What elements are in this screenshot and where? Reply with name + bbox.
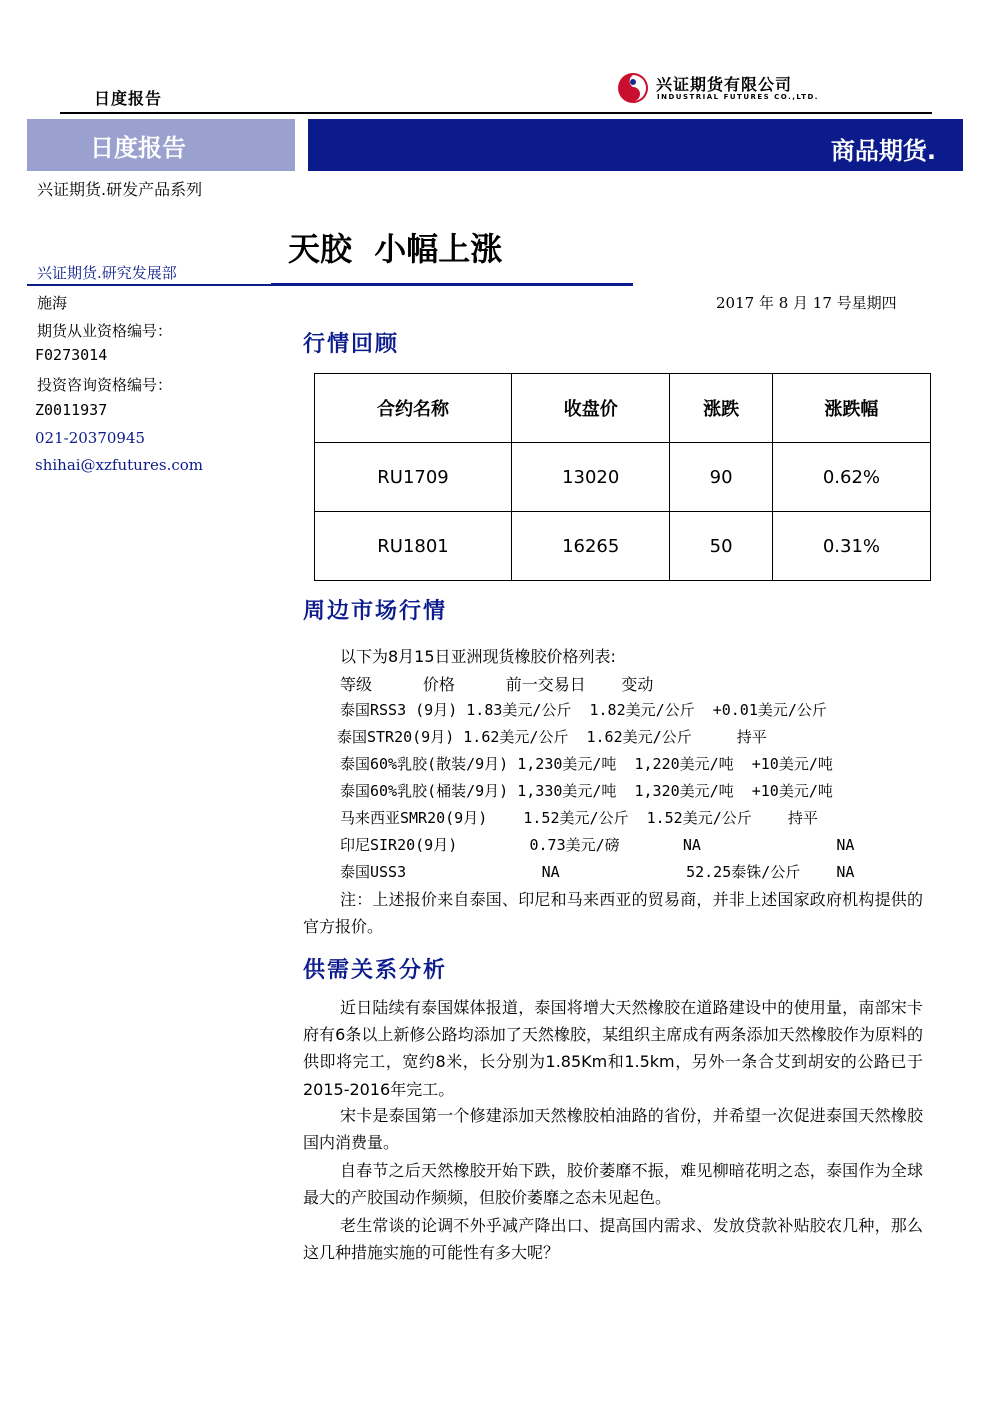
table-header-cell: 涨跌 bbox=[670, 374, 772, 443]
market-list-item: 印尼SIR20(9月) 0.73美元/磅 NA NA bbox=[340, 836, 855, 854]
header-report-type: 日度报告 bbox=[94, 89, 163, 108]
table-row bbox=[315, 443, 931, 512]
section-title-market: 周边市场行情 bbox=[303, 599, 448, 624]
market-note: 注：上述报价来自泰国、印尼和马来西亚的贸易商，并非上述国家政府机构提供的官方报价。 bbox=[303, 890, 923, 937]
market-list-item: 泰国60%乳胶(桶装/9月) 1,330美元/吨 1,320美元/吨 +10美元/吨 bbox=[340, 782, 833, 800]
analyst-name: 施海 bbox=[37, 294, 68, 312]
company-logo-icon bbox=[616, 71, 650, 105]
table-cell: RU1801 bbox=[315, 512, 512, 581]
analysis-paragraph: 老生常谈的论调不外乎减产降出口、提高国内需求、发放贷款补贴胶农几种，那么这几种措施实施的可能性有多大呢？ bbox=[303, 1216, 923, 1263]
analysis-paragraph: 近日陆续有泰国媒体报道，泰国将增大天然橡胶在道路建设中的使用量，南部宋卡府有6条以上新修公路均添加了天然橡胶，某组织主席成有两条添加天然橡胶作为原料的供即将完工，宽约8米，长分别为1.85Km和1.5km，另外一条合艾到胡安的公路已于2015-2016年完工。 bbox=[303, 998, 923, 1099]
market-list-item: 马来西亚SMR20(9月) 1.52美元/公斤 1.52美元/公斤 持平 bbox=[340, 809, 818, 827]
report-title: 天胶 小幅上涨 bbox=[288, 230, 503, 268]
table-cell: 90 bbox=[670, 443, 772, 512]
market-intro: 以下为8月15日亚洲现货橡胶价格列表: bbox=[340, 647, 616, 666]
table-header-cell: 合约名称 bbox=[315, 374, 512, 443]
consult-number: Z0011937 bbox=[35, 401, 108, 419]
company-name-en: INDUSTRIAL FUTURES CO.,LTD. bbox=[657, 93, 819, 101]
report-date: 2017 年 8 月 17 号星期四 bbox=[716, 294, 897, 312]
table-cell: 16265 bbox=[512, 512, 670, 581]
market-list-item: 泰国60%乳胶(散装/9月) 1,230美元/吨 1,220美元/吨 +10美元/吨 bbox=[340, 755, 833, 773]
banner-right-title: 商品期货. bbox=[830, 137, 936, 165]
market-list-item: 泰国USS3 NA 52.25泰铢/公斤 NA bbox=[340, 863, 855, 881]
table-cell: RU1709 bbox=[315, 443, 512, 512]
analysis-paragraph: 宋卡是泰国第一个修建添加天然橡胶柏油路的省份，并希望一次促进泰国天然橡胶国内消费量。 bbox=[303, 1106, 923, 1153]
license-label: 期货从业资格编号： bbox=[37, 322, 173, 340]
table-header-cell: 收盘价 bbox=[512, 374, 670, 443]
license-number: F0273014 bbox=[35, 346, 108, 364]
title-rule bbox=[271, 283, 633, 286]
table-cell: 13020 bbox=[512, 443, 670, 512]
table-header-row bbox=[315, 374, 931, 443]
consult-label: 投资咨询资格编号： bbox=[37, 376, 173, 394]
header-rule bbox=[60, 112, 932, 114]
table-cell: 50 bbox=[670, 512, 772, 581]
market-list-header: 等级 价格 前一交易日 变动 bbox=[340, 675, 654, 694]
market-list-item: 泰国RSS3 (9月) 1.83美元/公斤 1.82美元/公斤 +0.01美元/公斤 bbox=[340, 701, 827, 719]
table-cell: 0.62% bbox=[772, 443, 930, 512]
section-title-review: 行情回顾 bbox=[303, 332, 400, 357]
market-list-item: 泰国STR20(9月) 1.62美元/公斤 1.62美元/公斤 持平 bbox=[337, 728, 767, 746]
email-link[interactable]: shihai@xzfutures.com bbox=[35, 456, 203, 474]
sidebar-dept: 兴证期货.研究发展部 bbox=[37, 264, 177, 282]
table-header-cell: 涨跌幅 bbox=[772, 374, 930, 443]
analysis-paragraph: 自春节之后天然橡胶开始下跌，胶价萎靡不振，难见柳暗花明之态，泰国作为全球最大的产胶国动作频频，但胶价萎靡之态未见起色。 bbox=[303, 1161, 923, 1208]
table-row bbox=[315, 512, 931, 581]
phone: 021-20370945 bbox=[35, 429, 146, 447]
banner-left-title: 日度报告 bbox=[90, 134, 186, 162]
table-cell: 0.31% bbox=[772, 512, 930, 581]
product-series: 兴证期货.研发产品系列 bbox=[37, 180, 203, 199]
quote-table bbox=[314, 373, 931, 581]
section-title-supply: 供需关系分析 bbox=[303, 958, 448, 983]
company-name-cn: 兴证期货有限公司 bbox=[656, 75, 793, 94]
sidebar-rule bbox=[27, 284, 271, 286]
